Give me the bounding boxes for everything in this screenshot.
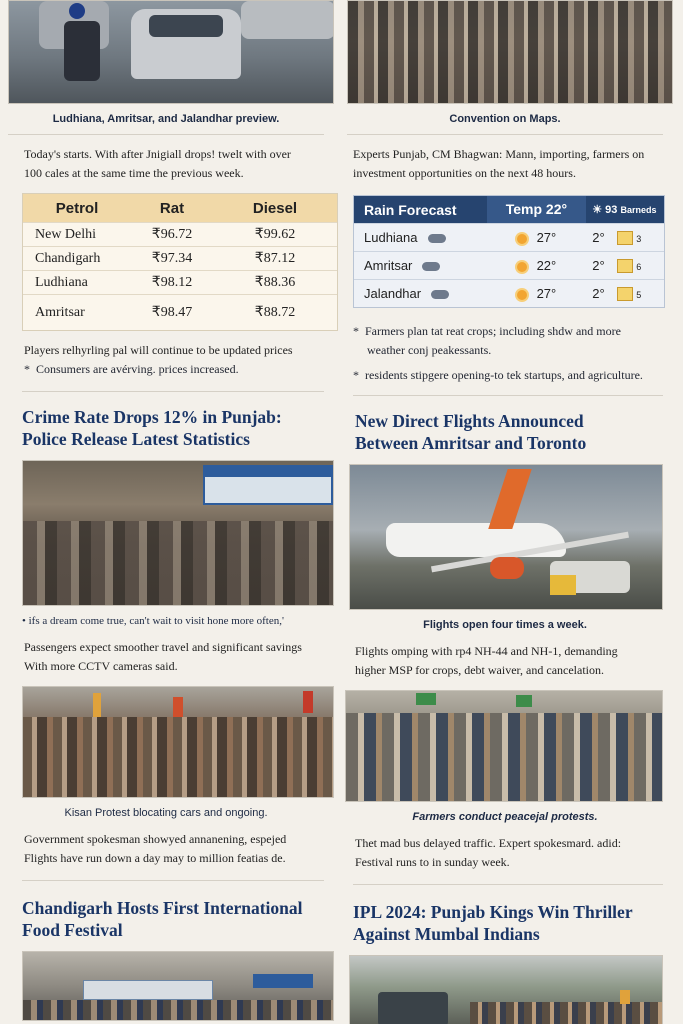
sun-badge-icon xyxy=(617,287,633,301)
farmers-protest-photo xyxy=(345,690,663,802)
rain-temp: 27° xyxy=(536,286,557,301)
rain-temp: 27° xyxy=(536,230,557,245)
rain-city: Amritsar xyxy=(364,258,413,273)
fuel-petrol: ₹98.47 xyxy=(151,305,193,320)
fuel-header-petrol: Petrol xyxy=(55,199,99,217)
fuel-header-diesel: Diesel xyxy=(252,199,298,217)
right-bullet-2: * residents stipgere opening-to tek startups, and agriculture. xyxy=(353,368,643,382)
kisan-protest-photo xyxy=(22,686,334,798)
rain-cloud-icon xyxy=(428,234,446,243)
headline-ipl-1[interactable]: IPL 2024: Punjab Kings Win Thriller xyxy=(353,902,633,922)
rain-header-temp: Temp 22° xyxy=(487,196,587,223)
fuel-note-2: * Consumers are avérving. prices increased. xyxy=(24,362,239,376)
headline-crime-2[interactable]: Police Release Latest Statistics xyxy=(22,429,250,449)
headline-flights-2[interactable]: Between Amritsar and Toronto xyxy=(355,433,587,453)
fuel-diesel: ₹99.62 xyxy=(254,227,296,242)
caption-kisan: Kisan Protest blocating cars and ongoing. xyxy=(64,807,268,819)
table-row xyxy=(354,279,664,307)
rain-header-title: Rain Forecast xyxy=(364,201,457,218)
headline-food-2[interactable]: Food Festival xyxy=(22,920,123,940)
fuel-city: Amritsar xyxy=(35,304,85,320)
crime-body-2: With more CCTV cameras said. xyxy=(24,659,178,673)
sun-icon xyxy=(517,290,527,300)
rain-header-extra: ☀ 93 Barneds xyxy=(592,204,657,216)
fuel-petrol: ₹97.34 xyxy=(151,251,193,266)
rain-val: 2° xyxy=(592,229,605,245)
left-column xyxy=(8,0,324,1021)
right-intro-2: investment opportunities on the next 48 hours. xyxy=(353,166,576,180)
fuel-diesel: ₹88.72 xyxy=(254,305,296,320)
convention-photo xyxy=(347,0,673,104)
top-caption-right: Convention on Maps. xyxy=(449,113,561,125)
fuel-city: New Delhi xyxy=(35,226,97,242)
kisan-body-2: Flights have run down a day may to million featias de. xyxy=(24,851,286,865)
flights-body-1: Flights omping with rp4 NH-44 and NH-1, demanding xyxy=(355,644,618,658)
table-row xyxy=(354,251,664,279)
sun-icon xyxy=(517,262,527,272)
fuel-petrol: ₹98.12 xyxy=(151,275,193,290)
fuel-diesel: ₹88.36 xyxy=(254,275,296,290)
rain-temp: 22° xyxy=(536,258,557,273)
fuel-diesel: ₹87.12 xyxy=(254,251,296,266)
caption-crime: • ifs a dream come true, can't wait to visit hone more often,' xyxy=(22,615,284,627)
sun-icon xyxy=(517,234,527,244)
top-caption: Ludhiana, Amritsar, and Jalandhar preview. xyxy=(52,113,280,125)
headline-food-1[interactable]: Chandigarh Hosts First International xyxy=(22,898,303,918)
airplane-photo xyxy=(349,464,663,610)
table-row xyxy=(23,294,337,330)
caption-flights: Flights open four times a week. xyxy=(423,619,587,631)
rain-val: 2° xyxy=(592,257,605,273)
table-row xyxy=(23,222,337,246)
intro-line-1: Today's starts. With after Jnigiall drops! twelt with over xyxy=(24,147,291,161)
right-bullet-1: * Farmers plan tat reat crops; including shdw and more xyxy=(353,324,621,338)
rain-note: 6 xyxy=(636,261,642,272)
fuel-city: Ludhiana xyxy=(35,274,88,290)
rain-cloud-icon xyxy=(422,262,440,271)
table-row xyxy=(354,223,664,251)
sun-badge-icon xyxy=(617,259,633,273)
headline-flights-1[interactable]: New Direct Flights Announced xyxy=(355,411,584,431)
table-row xyxy=(23,246,337,270)
intro-line-2: 100 cales at the same time the previous week. xyxy=(24,166,244,180)
rain-note: 3 xyxy=(636,233,642,244)
right-column xyxy=(347,0,663,1024)
farmers-body-1: Thet mad bus delayed traffic. Expert spokesmard. adid: xyxy=(355,836,622,850)
rain-forecast-table xyxy=(353,195,665,308)
rain-val: 2° xyxy=(592,285,605,301)
fuel-note-1: Players relhyrling pal will continue to be updated prices xyxy=(24,343,293,357)
right-bullet-1b: weather conj peakessants. xyxy=(367,343,492,357)
crime-body-1: Passengers expect smoother travel and significant savings xyxy=(24,640,302,654)
right-intro-1: Experts Punjab, CM Bhagwan: Mann, importing, farmers on xyxy=(353,147,645,161)
police-conference-photo xyxy=(22,460,334,606)
fuel-city: Chandigarh xyxy=(35,250,101,266)
rain-cloud-icon xyxy=(431,290,449,299)
sun-badge-icon xyxy=(617,231,633,245)
rain-note: 5 xyxy=(636,289,642,300)
caption-farmers: Farmers conduct peacejal protests. xyxy=(412,811,598,823)
traffic-protest-photo xyxy=(349,955,663,1024)
flights-body-2: higher MSP for crops, debt waiver, and cancelation. xyxy=(355,663,604,677)
kisan-body-1: Government spokesman showyed annanening, espejed xyxy=(24,832,287,846)
farmers-body-2: Festival runs to in sunday week. xyxy=(355,855,510,869)
food-festival-photo xyxy=(22,951,334,1021)
headline-crime-1[interactable]: Crime Rate Drops 12% in Punjab: xyxy=(22,407,282,427)
table-row xyxy=(23,270,337,294)
rain-city: Jalandhar xyxy=(364,286,422,301)
headline-ipl-2[interactable]: Against Mumbal Indians xyxy=(353,924,540,944)
fuel-price-table xyxy=(22,193,338,331)
rain-traffic-photo xyxy=(8,0,334,104)
rain-city: Ludhiana xyxy=(364,230,418,245)
fuel-petrol: ₹96.72 xyxy=(151,227,193,242)
fuel-header-rat: Rat xyxy=(159,199,185,217)
